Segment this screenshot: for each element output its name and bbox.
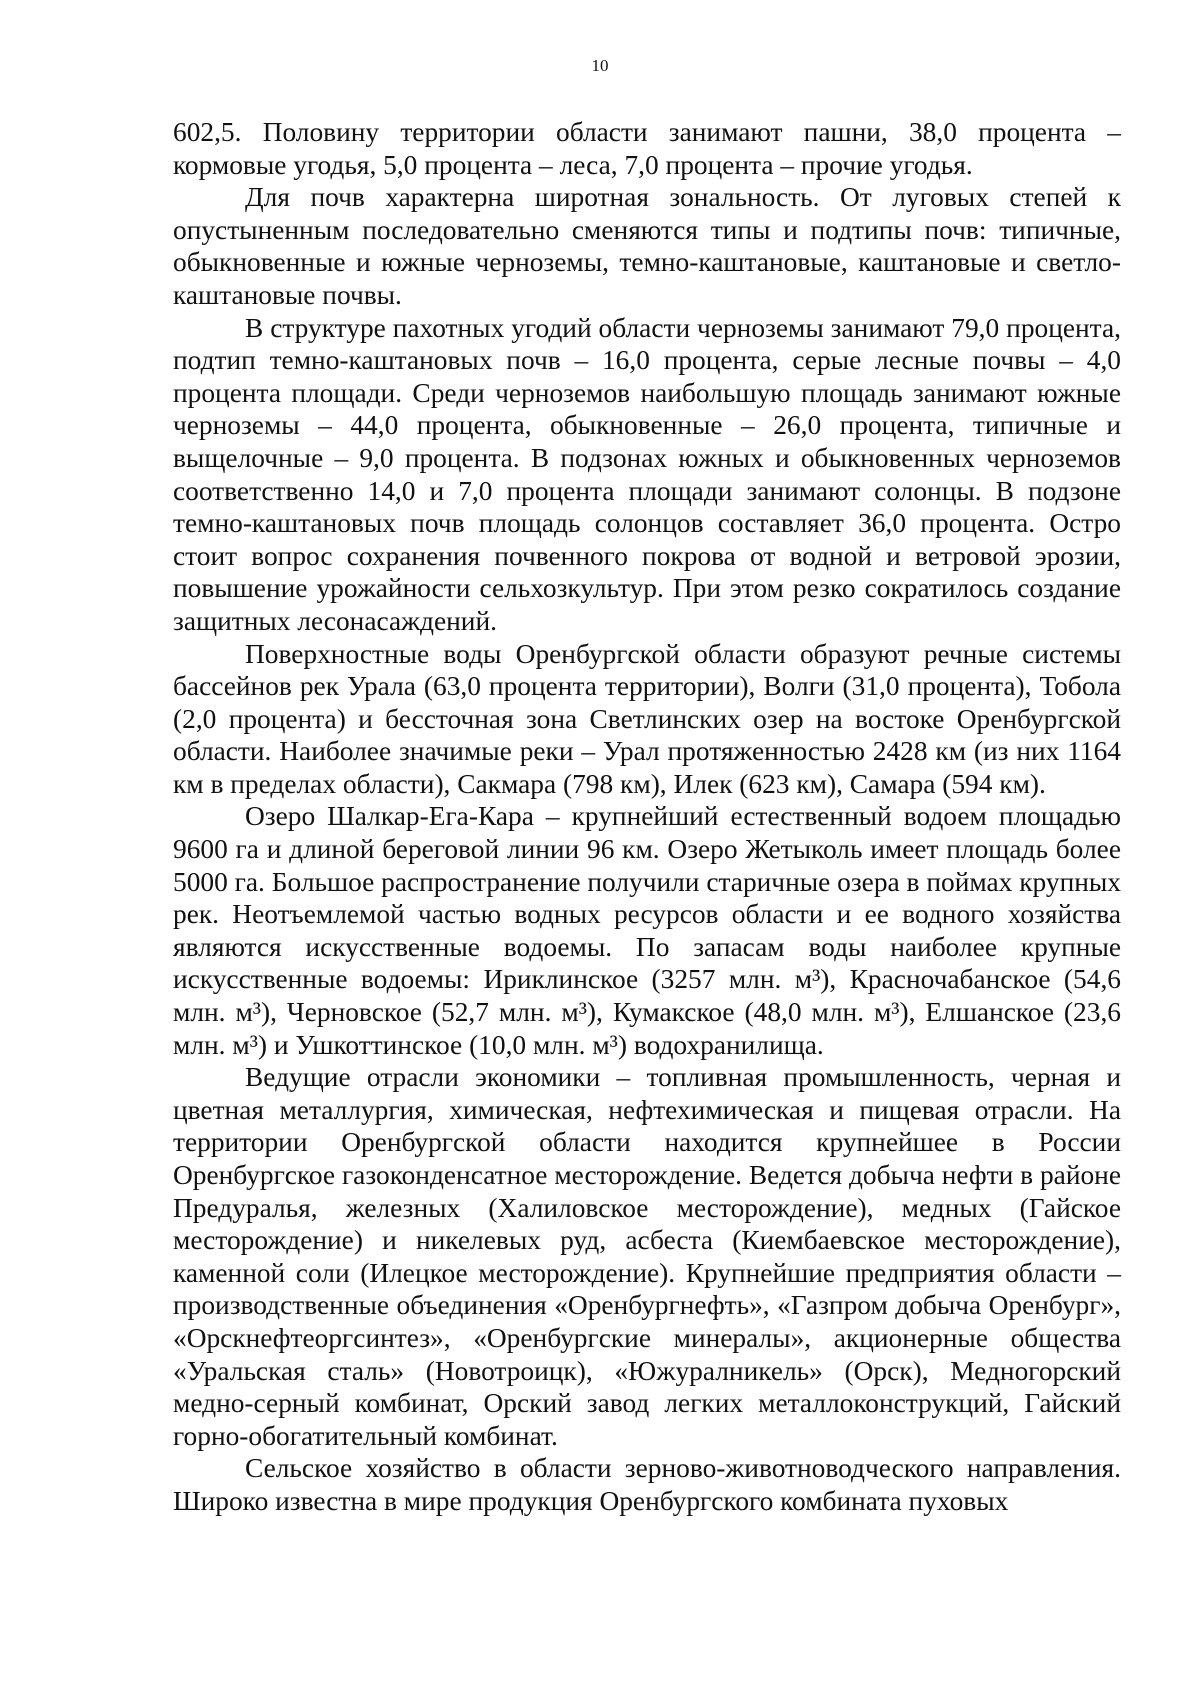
paragraph-economy: Ведущие отрасли экономики – топливная промышленность, черная и цветная металлургия, химическая, нефтехимическая и пищевая отрасли. На территории Оренбургской области находится крупнейшее в России Оренбургское газоконденсатное месторождение. Ведется добыча нефти в районе Предуралья, железных (Халиловское месторождение), медных (Гайское месторождение) и никелевых руд, асбеста (Киембаевское месторождение), каменной соли (Илецкое месторождение). Крупнейшие предприятия области – производственные объединения «Оренбургнефть», «Газпром добыча Оренбург», «Орскнефтеоргсинтез», «Оренбургские минералы», акционерные общества «Уральская сталь» (Новотроицк), «Южуралникель» (Орск), Медногорский медно-серный комбинат, Орский завод легких металлоконструкций, Гайский горно-обогатительный комбинат.	[173, 1062, 1121, 1451]
body-text	[173, 116, 1121, 1518]
paragraph-arable-soils: В структуре пахотных угодий области черноземы занимают 79,0 процента, подтип темно-каштановых почв – 16,0 процента, серые лесные почвы – 4,0 процента площади. Среди черноземов наибольшую площадь занимают южные черноземы – 44,0 процента, обыкновенные – 26,0 процента, типичные и выщелочные – 9,0 процента. В подзонах южных и обыкновенных черноземов соответственно 14,0 и 7,0 процента площади занимают солонцы. В подзоне темно-каштановых почв площадь солонцов составляет 36,0 процента. Остро стоит вопрос сохранения почвенного покрова от водной и ветровой эрозии, повышение урожайности сельхозкультур. При этом резко сократилось создание защитных лесонасаждений.	[173, 312, 1121, 636]
paragraph-soil-zonality: Для почв характерна широтная зональность. От луговых степей к опустыненным последовательно сменяются типы и подтипы почв: типичные, обыкновенные и южные черноземы, темно-каштановые, каштановые и светло-каштановые почвы.	[173, 182, 1121, 310]
paragraph-land-use: 602,5. Половину территории области занимают пашни, 38,0 процента – кормовые угодья, 5,0 процента – леса, 7,0 процента – прочие угодья.	[173, 117, 1121, 180]
page-number: 10	[591, 56, 609, 75]
paragraph-surface-waters: Поверхностные воды Оренбургской области образуют речные системы бассейнов рек Урала (63,0 процента территории), Волги (31,0 процента), Тобола (2,0 процента) и бессточная зона Светлинских озер на востоке Оренбургской области. Наиболее значимые реки – Урал протяженностью 2428 км (из них 1164 км в пределах области), Сакмара (798 км), Илек (623 км), Самара (594 км).	[173, 638, 1121, 799]
paragraph-agriculture: Сельское хозяйство в области зерново-животноводческого направления. Широко известна в мире продукция Оренбургского комбината пуховых	[173, 1453, 1121, 1516]
paragraph-lakes-reservoirs: Озеро Шалкар-Ега-Кара – крупнейший естественный водоем площадью 9600 га и длиной береговой линии 96 км. Озеро Жетыколь имеет площадь более 5000 га. Большое распространение получили старичные озера в поймах крупных рек. Неотъемлемой частью водных ресурсов области и ее водного хозяйства являются искусственные водоемы. По запасам воды наиболее крупные искусственные водоемы: Ириклинское (3257 млн. м³), Красночабанское (54,6 млн. м³), Черновское (52,7 млн. м³), Кумакское (48,0 млн. м³), Елшанское (23,6 млн. м³) и Ушкоттинское (10,0 млн. м³) водохранилища.	[173, 801, 1121, 1060]
